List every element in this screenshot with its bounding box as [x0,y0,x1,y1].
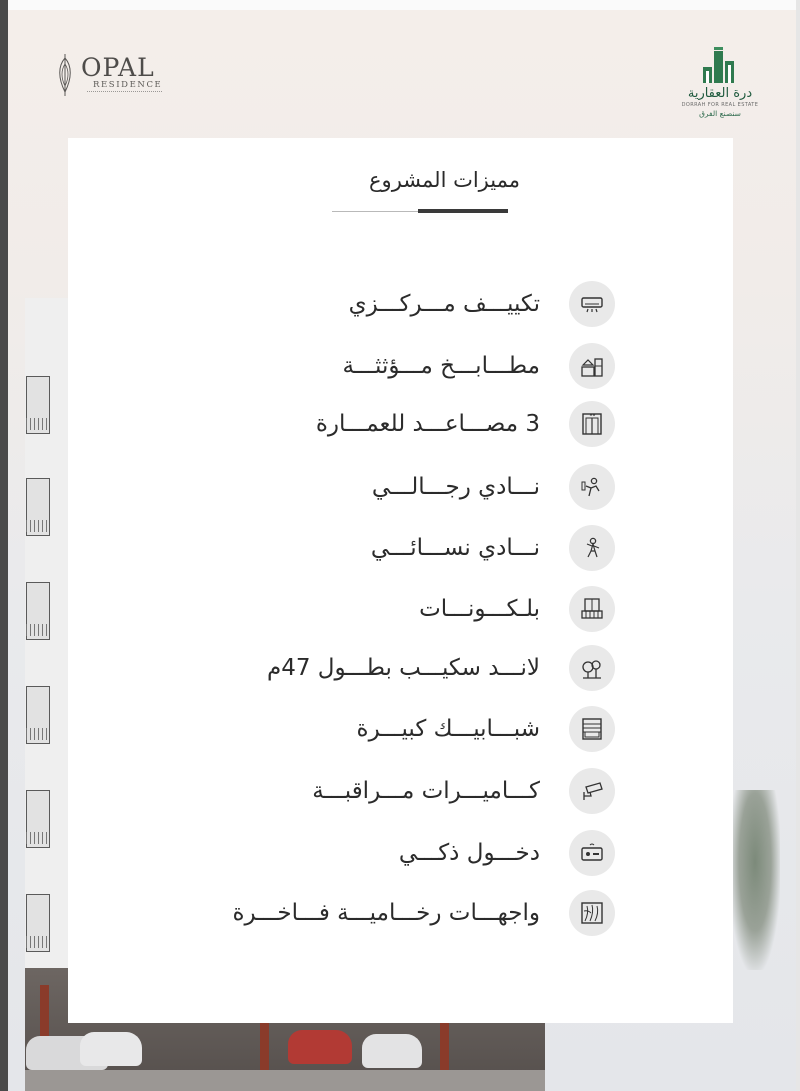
marble-facade-icon [569,890,615,936]
opal-residence-text: RESIDENCE [93,80,163,90]
kitchen-icon [569,343,615,389]
feature-item [230,341,615,391]
feature-label: شبـــابيـــك كبيـــرة [356,716,540,742]
feature-item [230,888,615,938]
durra-tagline: سنصنع الفرق [699,109,741,118]
opal-residence-logo [55,52,175,100]
feature-label: 3 مصـــاعـــد للعمـــارة [315,411,540,437]
feature-label: بلـكـــونـــات [419,596,540,622]
durra-logo [680,45,760,130]
smart-entry-icon [569,830,615,876]
tree-illustration [730,790,780,970]
feature-item [230,399,615,449]
title-underline-accent [418,209,508,213]
feature-item [230,462,615,512]
air-conditioner-icon [569,281,615,327]
car [362,1034,422,1068]
opal-wordmark: OPAL [81,53,155,82]
feature-label: نـــادي نســـائـــي [370,535,540,561]
elevator-icon [569,401,615,447]
feature-label: تكييـــف مـــركـــزي [348,291,540,317]
car [288,1030,352,1064]
feature-item [230,766,615,816]
balcony-icon [569,586,615,632]
durra-name: درة العقارية [687,86,753,101]
car [80,1032,142,1066]
men-club-icon [569,464,615,510]
right-border [796,0,800,1091]
feature-item [230,828,615,878]
road [25,1070,545,1091]
feature-label: مطـــابـــخ مـــؤثثـــة [342,353,540,379]
feature-item [230,584,615,634]
window-icon [569,706,615,752]
top-border [0,0,800,10]
left-border [0,0,8,1091]
feature-label: كـــاميـــرات مـــراقبـــة [312,778,540,804]
feature-item [230,523,615,573]
leaf-icon [55,52,75,98]
feature-label: نـــادي رجـــالـــي [371,474,540,500]
feature-item [230,643,615,693]
landscape-icon [569,645,615,691]
women-club-icon [569,525,615,571]
feature-label: دخـــول ذكـــي [398,840,540,866]
page-title: مميزات المشروع [369,168,520,192]
feature-item [230,279,615,329]
security-camera-icon [569,768,615,814]
feature-item [230,704,615,754]
feature-label: واجهـــات رخـــاميـــة فـــاخـــرة [232,900,540,926]
durra-mark-icon [700,45,740,85]
durra-english-name: DORRAH FOR REAL ESTATE [681,102,759,108]
opal-tagline-line [87,91,162,94]
feature-label: لانـــد سكيـــب بطـــول 47م [266,655,540,681]
